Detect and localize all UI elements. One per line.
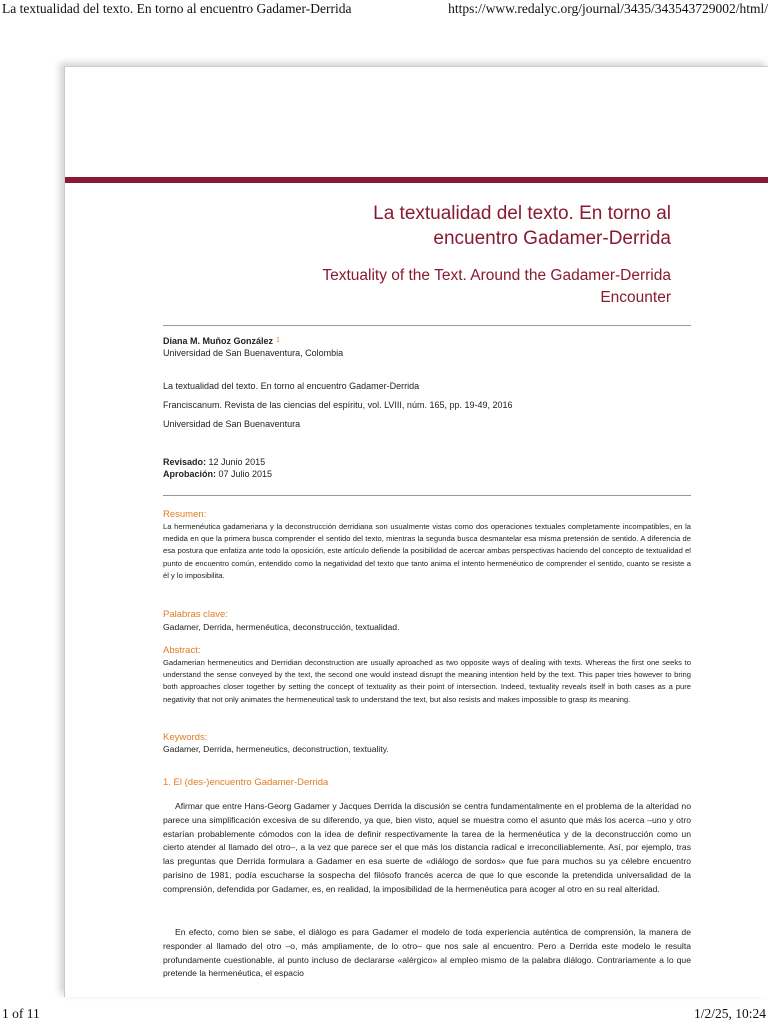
approved-label: Aprobación: bbox=[163, 469, 216, 479]
divider-abstract bbox=[163, 495, 691, 496]
print-footer bbox=[0, 1006, 768, 1024]
print-datetime: 1/2/25, 10:24 bbox=[693, 1006, 766, 1021]
revised-label: Revisado: bbox=[163, 457, 207, 467]
keywords-text: Gadamer, Derrida, hermeneutics, deconstruction, textuality. bbox=[163, 744, 389, 754]
page-number: 1 of 11 bbox=[2, 1006, 40, 1021]
approved-date: 07 Julio 2015 bbox=[218, 469, 273, 479]
section-heading[interactable]: 1. El (des-)encuentro Gadamer-Derrida bbox=[163, 777, 329, 788]
divider-top bbox=[163, 325, 691, 326]
document-page bbox=[64, 66, 768, 997]
resumen-heading: Resumen: bbox=[163, 509, 207, 520]
author-affiliation: Universidad de San Buenaventura, Colombia bbox=[163, 348, 344, 358]
resumen-text: La hermenéutica gadameriana y la deconstrucción derridiana son usualmente vistas como dos operaciones textuales completamente incompatibles, en la medida en que la primera busca comprender el sentido del texto, mientras la segunda busca desmantelar esa misma pretensión de sentido. A diferencia de esa postura que enfatiza ante todo la oposición, este artículo defiende la posibilidad de acercar ambas perspectivas haciendo del concepto de textualidad el punto de encuentro común, entendido como la negatividad del texto que tanto anima el intento hermenéutico de comprender el sentido, cuanto se resiste a él y lo imposibilita. bbox=[163, 522, 691, 580]
article-title-en-line2: Encounter bbox=[600, 289, 671, 306]
body-paragraph-2: En efecto, como bien se sabe, el diálogo es para Gadamer el modelo de toda experiencia auténtica de comprensión, la manera de responder al llamado del otro –o, más ampliamente, de lo otro– que nos sale al encuentro. Pero a Derrida este modelo le resulta profundamente cuestionable, al punto incluso de declararse «alérgico» al empleo mismo de la palabra diálogo. Contrariamente a lo que pretende la hermenéutica, el espacio bbox=[163, 927, 691, 979]
citation-title: La textualidad del texto. En torno al encuentro Gadamer-Derrida bbox=[163, 381, 420, 391]
header-band bbox=[65, 177, 768, 183]
palabras-clave-text: Gadamer, Derrida, hermenéutica, deconstrucción, textualidad. bbox=[163, 622, 400, 632]
print-header-url[interactable]: https://www.redalyc.org/journal/3435/343543729002/html/ bbox=[448, 1, 768, 16]
article-title-es-line1: La textualidad del texto. En torno al bbox=[373, 203, 671, 224]
palabras-clave-heading: Palabras clave: bbox=[163, 609, 228, 620]
abstract-text: Gadamerian hermeneutics and Derridian deconstruction are usually aproached as two opposite ways of dealing with texts. Whereas the first one seeks to understand the sense conveyed by the text, the second one would instead disrupt the meaning intention held by the text. This paper tries however to bring both approaches closer together by setting the concept of textuality as their point of intersection. Indeed, textuality reveals itself in both cases as a pure negativity that not only animates the hermeneutical task to understand the text, but also resists and makes impossible to grasp its meaning. bbox=[163, 658, 691, 704]
abstract-heading: Abstract: bbox=[163, 645, 201, 656]
print-header bbox=[0, 0, 768, 20]
article-title-en bbox=[171, 265, 671, 309]
author-block bbox=[163, 335, 691, 359]
revised-date: 12 Junio 2015 bbox=[208, 457, 266, 467]
print-header-title: La textualidad del texto. En torno al encuentro Gadamer-Derrida bbox=[2, 1, 352, 16]
journal-citation: Franciscanum. Revista de las ciencias del espíritu, vol. LVIII, núm. 165, pp. 19-49, 2016 bbox=[163, 400, 513, 410]
article-title-es-line2: encuentro Gadamer-Derrida bbox=[433, 228, 671, 249]
author-note-marker[interactable]: 1 bbox=[276, 337, 280, 344]
article-title-es bbox=[171, 201, 671, 251]
keywords-heading: Keywords: bbox=[163, 732, 208, 743]
dates-block bbox=[163, 456, 691, 480]
article-title-en-line1: Textuality of the Text. Around the Gadamer-Derrida bbox=[322, 267, 671, 284]
publisher: Universidad de San Buenaventura bbox=[163, 419, 301, 429]
body-paragraph-1: Afirmar que entre Hans-Georg Gadamer y Jacques Derrida la discusión se centra fundamentalmente en el problema de la alteridad no parece una simplificación excesiva de su diferendo, ya que, bien visto, aquel se muestra como el asunto que más los acerca –uno y otro estarían probablemente cómodos con la idea de definir respectivamente la tarea de la hermenéutica y de la deconstrucción como un cierto atender al llamado del otro–, a la vez que parece ser el que más los distancia radical e irreconciliablemente. Así, por ejemplo, tras las preguntas que Derrida formulara a Gadamer en esa suerte de «diálogo de sordos» que fue para muchos su ya célebre encuentro parisino de 1981, podía escucharse la sospecha del filósofo francés acerca de que lo que esconde la pretendida universalidad de la comprensión, defendida por Gadamer, es, en realidad, la imposibilidad de la hermenéutica para acoger al otro en su real alteridad. bbox=[163, 801, 691, 894]
author-name[interactable]: Diana M. Muñoz González bbox=[163, 336, 274, 346]
